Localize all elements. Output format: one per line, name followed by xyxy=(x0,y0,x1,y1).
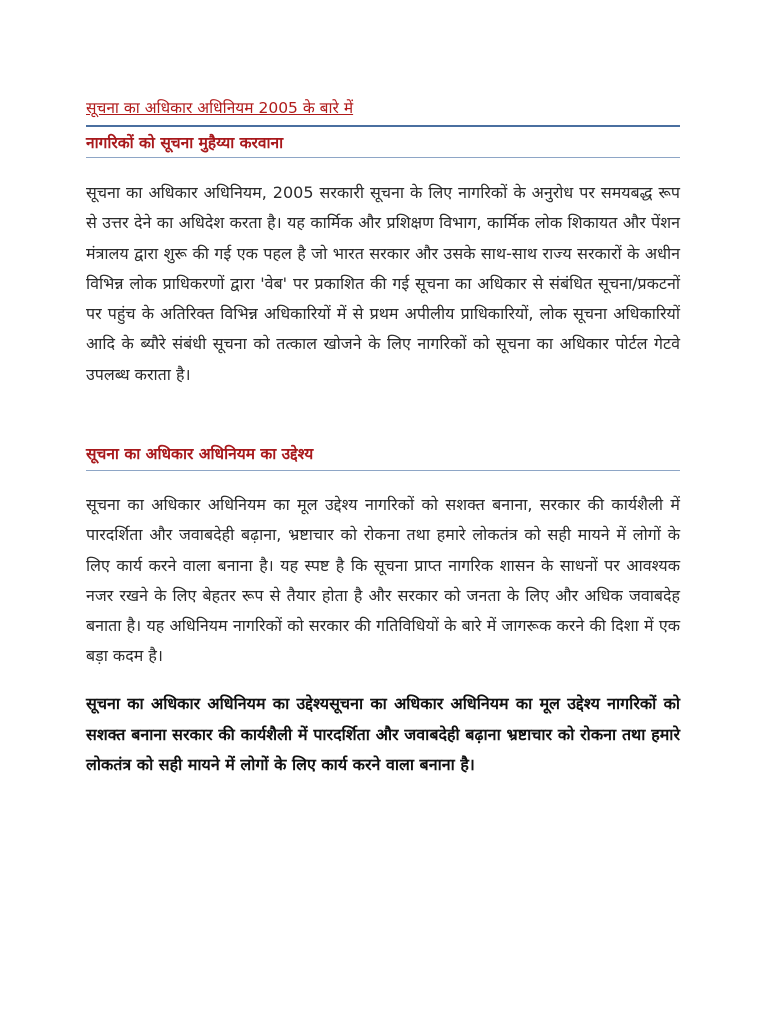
section-divider xyxy=(86,470,680,471)
section-divider xyxy=(86,157,680,158)
title-divider xyxy=(86,125,680,127)
summary-paragraph: सूचना का अधिकार अधिनियम का उद्देश्यसूचना का अधिकार अधिनियम का मूल उद्देश्य नागरिकों को सशक्त बनाना सरकार की कार्यशैली में पारदर्शिता और जवाबदेही बढ़ाना भ्रष्टाचार को रोकना तथा हमारे लोकतंत्र को सही मायने में लोगों के लिए कार्य करने वाला बनाना है। xyxy=(86,694,680,774)
section-body-citizen-information: सूचना का अधिकार अधिनियम, 2005 सरकारी सूचना के लिए नागरिकों के अनुरोध पर समयबद्ध रूप से उत्तर देने का अधिदेश करता है। यह कार्मिक और प्रशिक्षण विभाग, कार्मिक लोक शिकायत और पेंशन मंत्रालय द्वारा शुरू की गई एक पहल है जो भारत सरकार और उसके साथ-साथ राज्य सरकारों के अधीन विभिन्न लोक प्राधिकरणों द्वारा 'वेब' पर प्रकाशित की गई सूचना का अधिकार से संबंधित सूचना/प्रकटनों पर पहुंच के अतिरिक्त विभिन्न अधिकारियों में से प्रथम अपीलीय प्राधिकारियों, लोक सूचना अधिकारियों आदि के ब्यौरे संबंधी सूचना को तत्काल खोजने के लिए नागरिकों को सूचना का अधिकार पोर्टल गेटवे उपलब्ध कराता है। xyxy=(86,183,680,384)
document-title-link[interactable]: सूचना का अधिकार अधिनियम 2005 के बारे में xyxy=(86,99,354,117)
section-body-objective: सूचना का अधिकार अधिनियम का मूल उद्देश्य नागरिकों को सशक्त बनाना, सरकार की कार्यशैली में पारदर्शिता और जवाबदेही बढ़ाना, भ्रष्टाचार को रोकना तथा हमारे लोकतंत्र को सही मायने में लोगों के लिए कार्य करने वाला बनाना है। यह स्पष्ट है कि सूचना प्राप्त नागरिक शासन के साधनों पर आवश्यक नजर रखने के लिए बेहतर रूप से तैयार होता है और सरकार को जनता के लिए और अधिक जवाबदेह बनाता है। यह अधिनियम नागरिकों को सरकार की गतिविधियों के बारे में जागरूक करने की दिशा में एक बड़ा कदम है। xyxy=(86,495,680,666)
section-heading-objective: सूचना का अधिकार अधिनियम का उद्देश्य xyxy=(86,445,314,463)
section-heading-citizen-information: नागरिकों को सूचना मुहैय्या करवाना xyxy=(86,134,284,152)
